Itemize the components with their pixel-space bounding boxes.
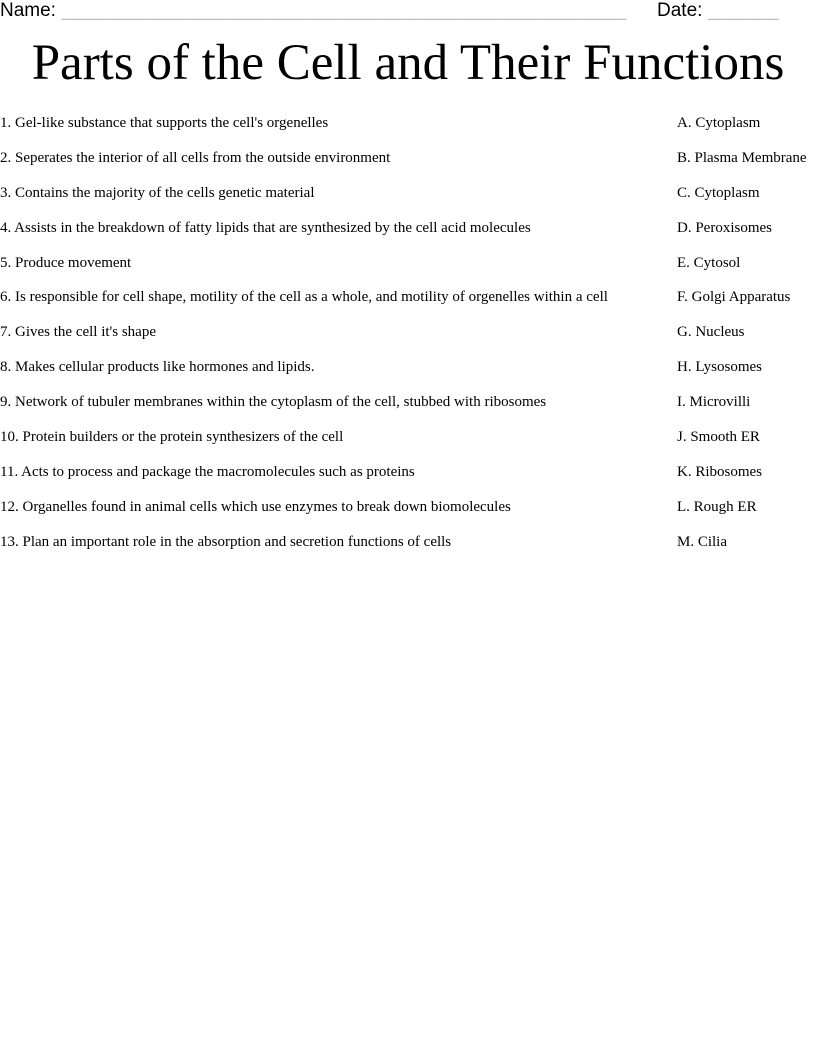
question-text: 2. Seperates the interior of all cells from the outside environment	[0, 149, 391, 166]
matching-row	[0, 183, 816, 218]
page-title: Parts of the Cell and Their Functions	[31, 35, 785, 91]
question-text: 10. Protein builders or the protein synthesizers of the cell	[0, 429, 344, 446]
matching-row	[0, 497, 816, 532]
name-blank-line: ________________________________________________________	[62, 0, 626, 21]
answer-option: B. Plasma Membrane	[677, 149, 807, 166]
answer-option: A. Cytoplasm	[677, 115, 761, 131]
question-text: 8. Makes cellular products like hormones and lipids.	[0, 359, 315, 376]
answer-option: G. Nucleus	[677, 324, 745, 341]
answer-option: K. Ribosomes	[677, 463, 763, 480]
question-text: 11. Acts to process and package the macromolecules such as proteins	[0, 463, 415, 480]
answer-option: D. Peroxisomes	[677, 219, 772, 236]
matching-row	[0, 253, 816, 288]
answer-option: E. Cytosol	[677, 254, 741, 271]
matching-row	[0, 462, 816, 497]
question-text: 9. Network of tubuler membranes within the cytoplasm of the cell, stubbed with ribosomes	[0, 394, 547, 411]
answer-option: J. Smooth ER	[677, 429, 760, 446]
question-text: 4. Assists in the breakdown of fatty lipids that are synthesized by the cell acid molecules	[0, 219, 531, 236]
answer-option: C. Cytoplasm	[677, 184, 760, 201]
matching-row	[0, 287, 816, 322]
name-label: Name:	[0, 0, 56, 21]
matching-row	[0, 427, 816, 462]
answer-option: I. Microvilli	[677, 394, 751, 411]
matching-row	[0, 392, 816, 427]
answer-option: H. Lysosomes	[677, 359, 763, 376]
date-blank-line: _______	[708, 0, 779, 21]
answer-option: F. Golgi Apparatus	[677, 289, 791, 306]
question-text: 3. Contains the majority of the cells genetic material	[0, 184, 315, 201]
matching-list	[0, 113, 816, 567]
question-text: 5. Produce movement	[0, 254, 132, 271]
matching-row	[0, 357, 816, 392]
answer-option: M. Cilia	[677, 533, 728, 550]
matching-row	[0, 113, 816, 148]
matching-row	[0, 148, 816, 183]
answer-option: L. Rough ER	[677, 498, 757, 515]
matching-row	[0, 532, 816, 567]
matching-row	[0, 218, 816, 253]
question-text: 6. Is responsible for cell shape, motility of the cell as a whole, and motility of orgenelles within a cell	[0, 289, 608, 306]
question-text: 1. Gel-like substance that supports the cell's orgenelles	[0, 115, 329, 131]
date-label: Date:	[657, 0, 703, 21]
question-text: 7. Gives the cell it's shape	[0, 324, 156, 341]
question-text: 12. Organelles found in animal cells which use enzymes to break down biomolecules	[0, 498, 511, 515]
question-text: 13. Plan an important role in the absorption and secretion functions of cells	[0, 533, 452, 550]
matching-row	[0, 322, 816, 357]
header-line	[0, 0, 816, 24]
